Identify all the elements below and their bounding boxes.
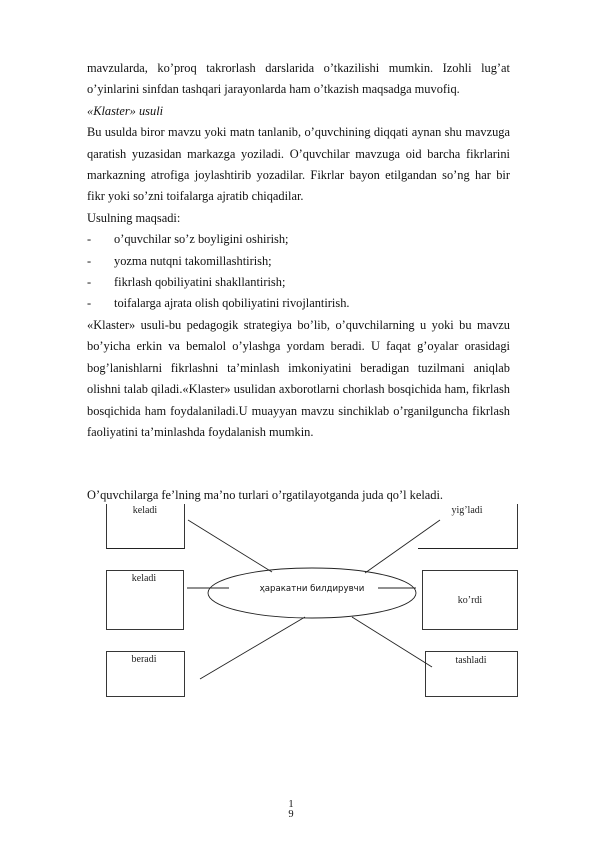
connector-line [200,617,305,679]
connector-line [365,520,440,573]
section-heading: «Klaster» usuli [87,103,164,118]
box-label-bottom-right: tashladi [455,655,487,666]
page-number-line1: 1 [288,799,294,810]
bullet-dash: - [87,253,92,268]
paragraph-method: Bu usulda biror mavzu yoki matn tanlanib, o’quvchining diqqati aynan shu mavzuga qaratish yuzasidan markazga yoziladi. O’quvchilar mavzuga oid barcha fikrlarini markazning atrofiga joylashtirib yozadilar. Fikrlar bayon etilgandan so’ng har bir fikr yoki so’zni toifalarga ajratib chiqadilar. [87,125,510,204]
bullet-dash: - [87,296,92,311]
aim-title: Usulning maqsadi: [87,210,181,225]
box-label-mid-right: ko’rdi [457,595,483,606]
paragraph-intro: mavzularda, ko’proq takrorlash darslarida o’tkazilishi mumkin. Izohli lug’at o’yinlarini sinfdan tashqari jarayonlarda ham o’tkazish maqsadga muvofiq. [87,61,510,97]
connector-line [352,617,432,667]
box-label-mid-left: keladi [131,573,157,584]
bullet-text: toifalarga ajrata olish qobiliyatini rivojlantirish. [114,296,350,311]
bullet-text: o’quvchilar so’z boyligini oshirish; [114,232,289,247]
box-label-bottom-left: beradi [131,654,157,665]
box-label-top-right: yig’ladi [451,505,483,516]
bullet-dash: - [87,275,92,290]
bullet-text: fikrlash qobiliyatini shakllantirish; [114,275,286,290]
center-label: ҳаракатни билдирувчи [259,584,365,594]
bullet-text: yozma nutqni takomillashtirish; [114,253,272,268]
page-number-line2: 9 [288,809,294,820]
paragraph-klaster: «Klaster» usuli-bu pedagogik strategiya bo’lib, o’quvchilarning u yoki bu mavzu bo’yicha erkin va bemalol o’ylashga yordam beradi. U faqat g’oyalar orasidagi bog’lanishlarni fikrlashni ta’minlash imkoniyatini beradigan tuzilmani aniqlab olishni talab qiladi.«Klaster» usulidan axborotlarni chorlash bosqichida ham, fikrlash bosqichida ham foydalaniladi.U muayyan mavzu sinchiklab o’rganilguncha fikrlash faoliyatini ta’minlashda foydalanish mumkin. [87,317,510,439]
box-label-top-left: keladi [132,505,158,516]
connector-line [188,520,272,572]
bullet-dash: - [87,232,92,247]
page-number [286,800,296,820]
diagram-caption: O’quvchilarga fe’lning ma’no turlari o’rgatilayotganda juda qo’l keladi. [87,488,444,502]
